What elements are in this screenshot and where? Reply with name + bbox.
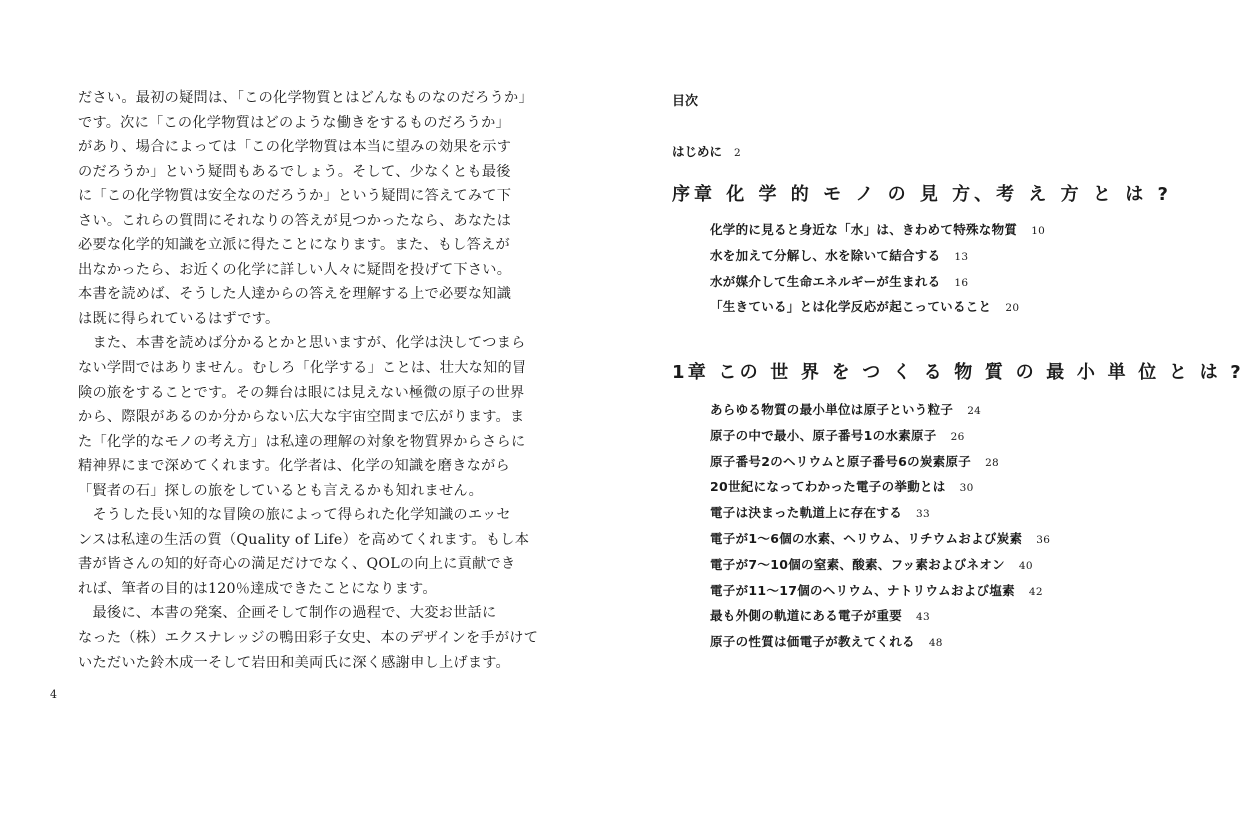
text-line: ンスは私達の生活の質（Quality of Life）を高めてくれます。もし本 [78, 531, 530, 548]
text-line: なった（株）エクスナレッジの鴨田彩子女史、本のデザインを手がけて [78, 630, 539, 647]
text-line: さい。これらの質問にそれなりの答えが見つかったなら、あなたは [78, 212, 512, 229]
toc-item-page: 20 [1005, 302, 1020, 315]
toc-item [710, 243, 1045, 269]
toc-intro-label: はじめに [672, 144, 723, 159]
toc-item [710, 629, 1050, 655]
text-line: です。次に「この化学物質はどのような働きをするものだろうか」 [78, 114, 510, 131]
text-line: 険の旅をすることです。その舞台は眼には見えない極微の原子の世界 [78, 384, 525, 401]
toc-item [710, 526, 1050, 552]
toc-item-page: 43 [916, 611, 930, 624]
toc-item-label: 原子の中で最小、原子番号1の水素原子 [710, 427, 937, 443]
text-line: から、際限があるのか分からない広大な宇宙空間まで広がります。ま [78, 409, 525, 426]
toc-item-page: 24 [967, 405, 982, 417]
toc-page [580, 0, 1244, 821]
toc-item-label: 最も外側の軌道にある電子が重要 [710, 608, 903, 624]
toc-item-page: 26 [950, 430, 965, 443]
toc-item-page: 48 [928, 637, 943, 650]
toc-item [710, 552, 1050, 578]
toc-item-label: 「生きている」とは化学反応が起こっていること [710, 299, 992, 315]
chapter-heading-1: 1章 この 世 界 を つ く る 物 質 の 最 小 単 位 と は ? [672, 362, 1244, 383]
toc-item-page: 30 [959, 482, 974, 495]
toc-title: 目次 [672, 94, 699, 109]
text-line: ださい。最初の疑問は、「この化学物質とはどんなものなのだろうか」 [78, 90, 533, 106]
toc-item-label: 電子が11〜17個のヘリウム、ナトリウムおよび塩素 [710, 582, 1015, 598]
toc-intro-page: 2 [734, 147, 741, 159]
toc-item [710, 217, 1045, 243]
toc-item [710, 500, 1050, 526]
toc-item-page: 33 [916, 508, 930, 521]
toc-item [710, 269, 1045, 295]
text-line: のだろうか」という疑問もあるでしょう。そして、少なくとも最後 [78, 163, 511, 180]
toc-item-label: 原子の性質は価電子が教えてくれる [710, 634, 915, 650]
toc-item [710, 578, 1050, 604]
toc-item-page: 28 [985, 456, 1000, 469]
text-line: に「この化学物質は安全なのだろうか」という疑問に答えてみて下 [78, 188, 512, 205]
toc-item-page: 42 [1028, 585, 1043, 598]
toc-item-page: 13 [954, 250, 969, 263]
text-line: 「賢者の石」探しの旅をしているとも言えるかも知れません。 [78, 482, 484, 499]
left-page [0, 0, 580, 821]
toc-intro [672, 142, 741, 160]
toc-item-page: 36 [1036, 533, 1051, 546]
toc-item-label: 電子は決まった軌道上に存在する [710, 505, 903, 521]
toc-item [710, 449, 1050, 475]
text-line: は既に得られているはずです。 [78, 310, 280, 327]
text-line: 必要な化学的知識を立派に得たことになります。また、もし答えが [78, 237, 510, 254]
toc-item-label: 原子番号2のヘリウムと原子番号6の炭素原子 [710, 453, 972, 469]
text-line: があり、場合によっては「この化学物質は本当に望みの効果を示す [78, 139, 512, 156]
toc-item-page: 40 [1018, 559, 1033, 572]
toc-item [710, 474, 1050, 500]
toc-item [710, 397, 1050, 423]
toc-item [710, 294, 1045, 320]
text-line: また、本書を読めば分かるとかと思いますが、化学は決してつまら [78, 335, 526, 352]
toc-item [710, 423, 1050, 449]
text-line: 書が皆さんの知的好奇心の満足だけでなく、QOLの向上に貢献でき [78, 556, 516, 573]
text-line: いただいた鈴木成一そして岩田和美両氏に深く感謝申し上げます。 [78, 654, 510, 671]
text-line: 最後に、本書の発案、企画そして制作の過程で、大変お世話に [78, 605, 497, 622]
page-number: 4 [50, 688, 57, 701]
body-text [78, 86, 539, 675]
toc-item-label: 水を加えて分解し、水を除いて結合する [710, 247, 941, 263]
text-line: ない学問ではありません。むしろ「化学する」ことは、壮大な知的冒 [78, 360, 527, 377]
text-line: た「化学的なモノの考え方」は私達の理解の対象を物質界からさらに [78, 433, 526, 450]
toc-item-label: あらゆる物質の最小単位は原子という粒子 [710, 402, 954, 417]
toc-item [710, 603, 1050, 629]
chapter-0-sections [710, 217, 1045, 320]
toc-item-label: 電子が1〜6個の水素、ヘリウム、リチウムおよび炭素 [710, 530, 1023, 546]
chapter-heading-0: 序章 化 学 的 モ ノ の 見 方、考 え 方 と は ? [672, 184, 1172, 205]
toc-item-label: 電子が7〜10個の窒素、酸素、フッ素およびネオン [710, 556, 1005, 572]
chapter-1-sections [710, 397, 1050, 655]
toc-item-label: 20世紀になってわかった電子の挙動とは [710, 479, 946, 495]
toc-item-page: 16 [954, 276, 969, 289]
toc-item-page: 10 [1031, 225, 1046, 237]
text-line: そうした長い知的な冒険の旅によって得られた化学知識のエッセ [78, 507, 511, 524]
toc-item-label: 化学的に見ると身近な「水」は、きわめて特殊な物質 [710, 222, 1018, 237]
text-line: 精神界にまで深めてくれます。化学者は、化学の知識を磨きながら [78, 458, 510, 475]
text-line: 本書を読めば、そうした人達からの答えを理解する上で必要な知識 [78, 286, 512, 303]
text-line: れば、筆者の目的は120％達成できたことになります。 [78, 580, 437, 597]
text-line: 出なかったら、お近くの化学に詳しい人々に疑問を投げて下さい。 [78, 261, 512, 278]
toc-item-label: 水が媒介して生命エネルギーが生まれる [710, 273, 941, 289]
